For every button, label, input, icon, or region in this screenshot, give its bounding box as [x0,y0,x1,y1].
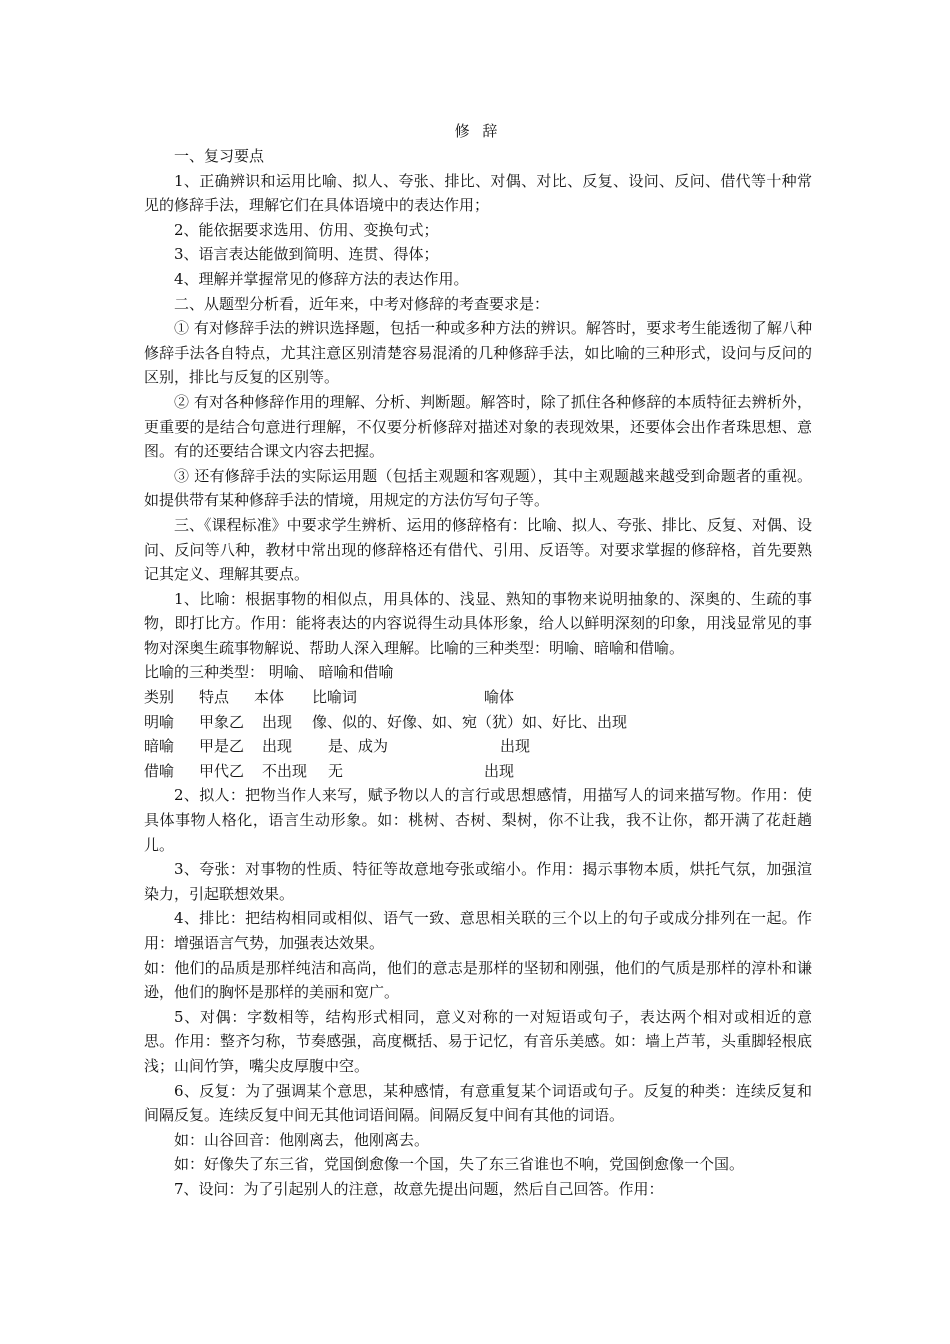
table-cell: 暗喻 [144,737,175,756]
paragraph: 一、复习要点 [174,147,265,165]
paragraph: 如：他们的品质是那样纯洁和高尚，他们的意志是那样的坚韧和刚强，他们的气质是那样的淳朴和谦逊，他们的胸怀是那样的美丽和宽广。 [144,958,812,1002]
metaphor-table [144,685,812,783]
paragraph: 三、《课程标准》中要求学生辨析、运用的修辞格有：比喻、拟人、夸张、排比、反复、对偶、设问、反问等八种，教材中常出现的修辞格还有借代、引用、反语等。对要求掌握的修辞格，首先要熟记其定义、理解其要点。 [144,515,812,584]
table-cell: 出现 [500,737,531,756]
table-cell: 甲代乙 [199,761,245,780]
document-body [144,118,812,1202]
paragraph: 如：山谷回音：他刚离去，他刚离去。 [174,1130,430,1149]
paragraph: 如：好像失了东三省，党国倒愈像一个国，失了东三省谁也不响，党国倒愈像一个国。 [174,1155,745,1174]
table-cell: 出现 [262,737,293,756]
paragraphs-top [144,144,812,685]
table-cell: 不出现 [262,761,308,780]
paragraph: 5、对偶：字数相等，结构形式相同，意义对称的一对短语或句子，表达两个相对或相近的意思。作用：整齐匀称，节奏感强，高度概括、易于记忆，有音乐美感。如：墙上芦苇，头重脚轻根底浅；山间竹笋，嘴尖皮厚腹中空。 [144,1007,812,1075]
table-header-cell: 类别 [144,688,175,707]
paragraph: 3、夸张：对事物的性质、特征等故意地夸张或缩小。作用：揭示事物本质，烘托气氛，加强渲染力，引起联想效果。 [144,860,812,903]
table-cell: 无 [328,761,344,780]
table-cell: 出现 [484,761,515,780]
table-cell: 出现 [262,712,293,731]
paragraph: ③ 还有修辞手法的实际运用题（包括主观题和客观题），其中主观题越来越受到命题者的重视。如提供带有某种修辞手法的情境，用规定的方法仿写句子等。 [144,466,812,510]
paragraph: 二、从题型分析看，近年来，中考对修辞的考查要求是： [174,294,550,313]
paragraph: 2、能依据要求选用、仿用、变换句式； [174,220,439,239]
paragraph: 4、理解并掌握常见的修辞方法的表达作用。 [174,269,469,288]
table-header-cell: 喻体 [484,688,515,707]
table-cell: 明喻 [144,712,175,731]
paragraph: 1、正确辨识和运用比喻、拟人、夸张、排比、对偶、对比、反复、设问、反问、借代等十种常见的修辞手法，理解它们在具体语境中的表达作用； [144,171,812,215]
table-cell: 是、成为 [328,737,389,756]
paragraph: ② 有对各种修辞作用的理解、分析、判断题。解答时，除了抓住各种修辞的本质特征去辨析外，更重要的是结合句意进行理解，不仅要分析修辞对描述对象的表现效果，还要体会出作者珠思想、意图。有的还要结合课文内容去把握。 [144,392,812,461]
paragraph: 3、语言表达能做到简明、连贯、得体； [174,245,439,264]
table-header-cell: 比喻词 [312,688,358,707]
table-header-cell: 本体 [254,688,285,707]
table-cell: 借喻 [144,761,175,780]
table-cell: 甲是乙 [199,737,245,756]
page-title: 修 辞 [454,122,502,140]
paragraphs-bottom [144,783,812,1201]
paragraph: 4、排比：把结构相同或相似、语气一致、意思相关联的三个以上的句子或成分排列在一起。作用：增强语言气势，加强表达效果。 [144,909,812,952]
table-cell: 像、似的、好像、如、宛（犹）如、好比、出现 [312,712,628,731]
paragraph: 比喻的三种类型： 明喻、 暗喻和借喻 [144,663,394,682]
paragraph: 1、比喻：根据事物的相似点，用具体的、浅显、熟知的事物来说明抽象的、深奥的、生疏的事物，即打比方。作用：能将表达的内容说得生动具体形象，给人以鲜明深刻的印象，用浅显常见的事物对深奥生疏事物解说、帮助人深入理解。比喻的三种类型：明喻、暗喻和借喻。 [144,589,812,657]
table-row [144,734,812,759]
table-cell: 甲象乙 [199,712,245,731]
paragraph: ① 有对修辞手法的辨识选择题，包括一种或多种方法的辨识。解答时，要求考生能透彻了解八种修辞手法各自特点，尤其注意区别清楚容易混淆的几种修辞手法，如比喻的三种形式，设问与反问的区别，排比与反复的区别等。 [144,319,812,387]
table-row [144,759,812,784]
table-row [144,710,812,735]
table-header-row [144,685,812,710]
paragraph: 2、拟人：把物当作人来写，赋予物以人的言行或思想感情，用描写人的词来描写物。作用：使具体事物人格化，语言生动形象。如：桃树、杏树、梨树，你不让我，我不让你，都开满了花赶趟儿。 [144,786,812,854]
table-header-cell: 特点 [199,688,230,707]
paragraph: 6、反复：为了强调某个意思，某种感情，有意重复某个词语或句子。反复的种类：连续反复和间隔反复。连续反复中间无其他词语间隔。间隔反复中间有其他的词语。 [144,1081,812,1125]
paragraph: 7、设问：为了引起别人的注意，故意先提出问题，然后自己回答。作用： [174,1179,664,1198]
